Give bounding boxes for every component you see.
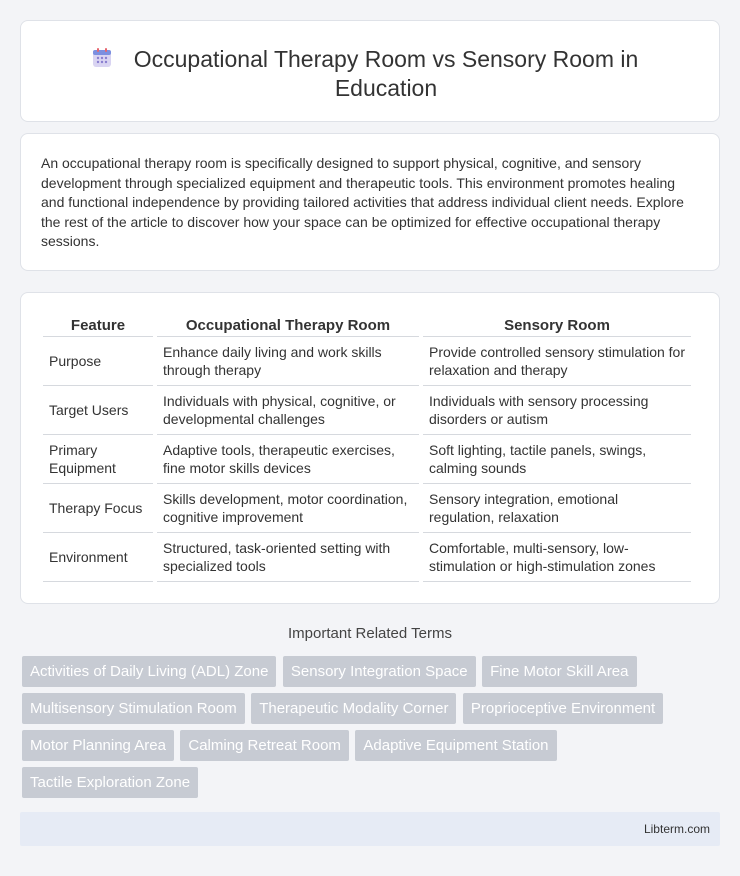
- table-cell-sensory: Sensory integration, emotional regulation, relaxation: [423, 484, 691, 533]
- table-header-row: [43, 315, 691, 337]
- related-term-tag[interactable]: Multisensory Stimulation Room: [22, 693, 245, 724]
- comparison-table: [39, 315, 695, 582]
- table-cell-ot: Skills development, motor coordination, cognitive improvement: [157, 484, 419, 533]
- related-term-tag[interactable]: Adaptive Equipment Station: [355, 730, 556, 761]
- column-header-sensory-room: Sensory Room: [423, 315, 691, 337]
- table-row: [43, 337, 691, 386]
- related-term-tag[interactable]: Motor Planning Area: [22, 730, 174, 761]
- related-term-tag[interactable]: Fine Motor Skill Area: [482, 656, 636, 687]
- title-card: [20, 20, 720, 122]
- table-cell-sensory: Provide controlled sensory stimulation for relaxation and therapy: [423, 337, 691, 386]
- table-row: [43, 533, 691, 582]
- column-header-ot-room: Occupational Therapy Room: [157, 315, 419, 337]
- table-cell-ot: Adaptive tools, therapeutic exercises, fine motor skills devices: [157, 435, 419, 484]
- table-cell-feature: Primary Equipment: [43, 435, 153, 484]
- related-term-tag[interactable]: Sensory Integration Space: [283, 656, 476, 687]
- related-term-tag[interactable]: Therapeutic Modality Corner: [251, 693, 456, 724]
- related-term-tag[interactable]: Proprioceptive Environment: [463, 693, 663, 724]
- table-cell-feature: Therapy Focus: [43, 484, 153, 533]
- table-row: [43, 386, 691, 435]
- comparison-table-card: [20, 292, 720, 604]
- table-cell-ot: Structured, task-oriented setting with specialized tools: [157, 533, 419, 582]
- table-cell-feature: Environment: [43, 533, 153, 582]
- intro-paragraph: An occupational therapy room is specifically designed to support physical, cognitive, and sensory development through specialized equipment and therapeutic tools. This environment promotes healing and functional independence by providing tailored activities that address individual client needs. Explore the rest of the article to discover how your space can be optimized for effective occupational therapy sessions.: [41, 155, 684, 249]
- footer-site-link[interactable]: Libterm.com: [643, 822, 710, 836]
- table-row: [43, 435, 691, 484]
- table-cell-sensory: Individuals with sensory processing disorders or autism: [423, 386, 691, 435]
- related-terms-heading: Important Related Terms: [288, 625, 452, 642]
- page-title: Occupational Therapy Room vs Sensory Room in Education: [133, 46, 639, 101]
- column-header-feature: Feature: [43, 315, 153, 337]
- table-row: [43, 484, 691, 533]
- related-term-tag[interactable]: Activities of Daily Living (ADL) Zone: [22, 656, 276, 687]
- table-cell-ot: Individuals with physical, cognitive, or developmental challenges: [157, 386, 419, 435]
- related-terms-list: [22, 656, 722, 804]
- table-cell-feature: Purpose: [43, 337, 153, 386]
- table-cell-feature: Target Users: [43, 386, 153, 435]
- footer-bar: [20, 812, 720, 846]
- table-cell-ot: Enhance daily living and work skills through therapy: [157, 337, 419, 386]
- table-cell-sensory: Soft lighting, tactile panels, swings, calming sounds: [423, 435, 691, 484]
- table-cell-sensory: Comfortable, multi-sensory, low-stimulation or high-stimulation zones: [423, 533, 691, 582]
- intro-card: [20, 133, 720, 271]
- related-term-tag[interactable]: Tactile Exploration Zone: [22, 767, 198, 798]
- related-term-tag[interactable]: Calming Retreat Room: [180, 730, 349, 761]
